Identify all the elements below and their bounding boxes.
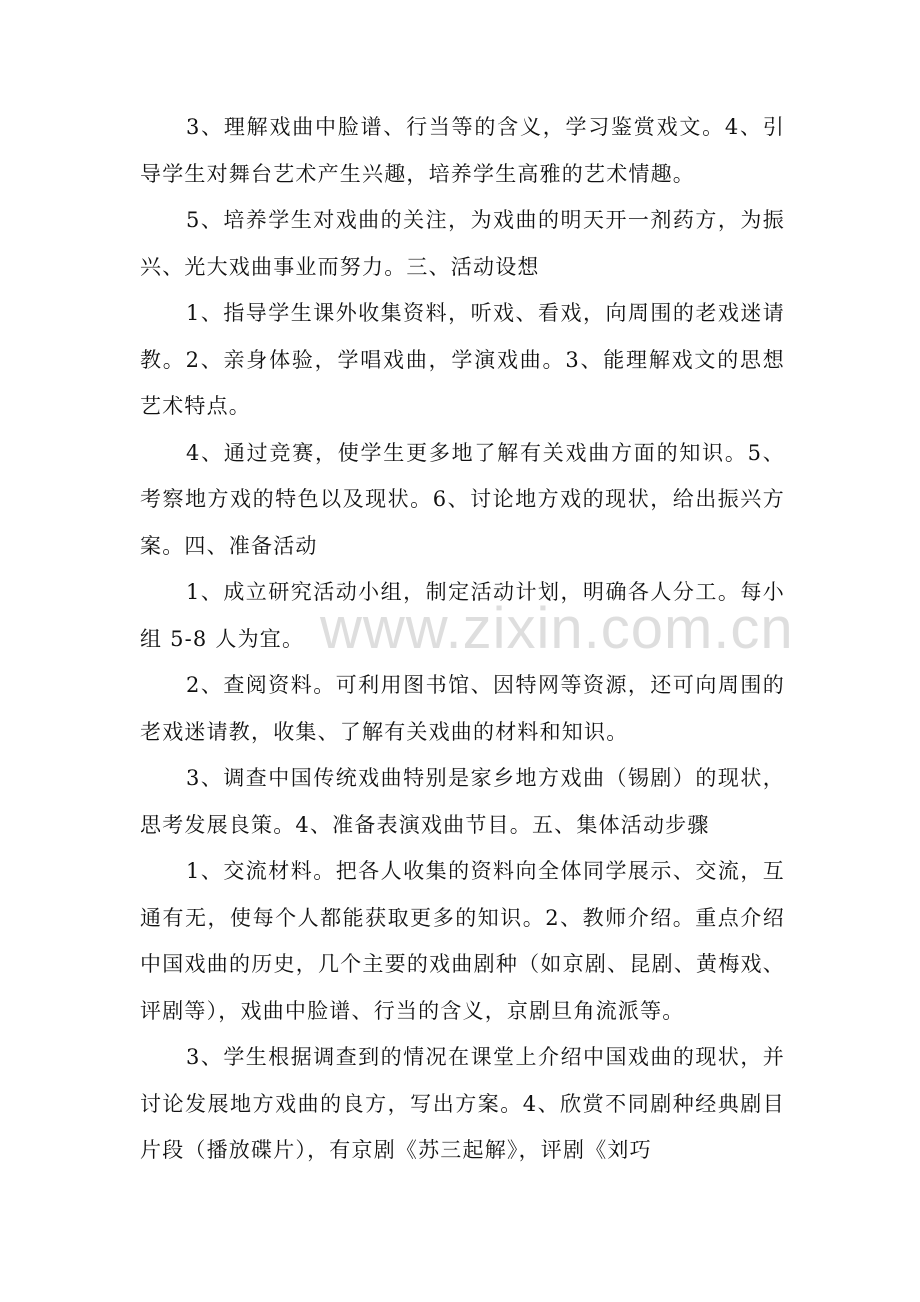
paragraph-6: 2、查阅资料。可利用图书馆、因特网等资源，还可向周围的老戏迷请教，收集、了解有关戏曲的材料和知识。 [140,673,785,744]
watermark-text: www.zixin.com.cn [320,596,794,661]
paragraph-1: 3、理解戏曲中脸谱、行当等的含义，学习鉴赏戏文。4、引导学生对舞台艺术产生兴趣，培养学生高雅的艺术情趣。 [140,115,785,186]
paragraph-8: 1、交流材料。把各人收集的资料向全体同学展示、交流，互通有无，使每个人都能获取更多的知识。2、教师介绍。重点介绍中国戏曲的历史，几个主要的戏曲剧种（如京剧、昆剧、黄梅戏、评剧等），戏曲中脸谱、行当的含义，京剧旦角流派等。 [140,859,785,1023]
paragraph-2: 5、培养学生对戏曲的关注，为戏曲的明天开一剂药方，为振兴、光大戏曲事业而努力。三、活动设想 [140,208,785,279]
paragraph-7: 3、调查中国传统戏曲特别是家乡地方戏曲（锡剧）的现状，思考发展良策。4、准备表演戏曲节目。五、集体活动步骤 [140,766,785,837]
paragraph-4: 4、通过竞赛，使学生更多地了解有关戏曲方面的知识。5、考察地方戏的特色以及现状。6、讨论地方戏的现状，给出振兴方案。四、准备活动 [140,440,785,558]
paragraph-3: 1、指导学生课外收集资料，听戏、看戏，向周围的老戏迷请教。2、亲身体验，学唱戏曲，学演戏曲。3、能理解戏文的思想艺术特点。 [140,301,785,418]
document-body [140,104,785,1174]
paragraph-5: 1、成立研究活动小组，制定活动计划，明确各人分工。每小组 5-8 人为宜。 [140,580,785,651]
paragraph-9: 3、学生根据调查到的情况在课堂上介绍中国戏曲的现状，并讨论发展地方戏曲的良方，写出方案。4、欣赏不同剧种经典剧目片段（播放碟片），有京剧《苏三起解》，评剧《刘巧 [140,1045,785,1162]
